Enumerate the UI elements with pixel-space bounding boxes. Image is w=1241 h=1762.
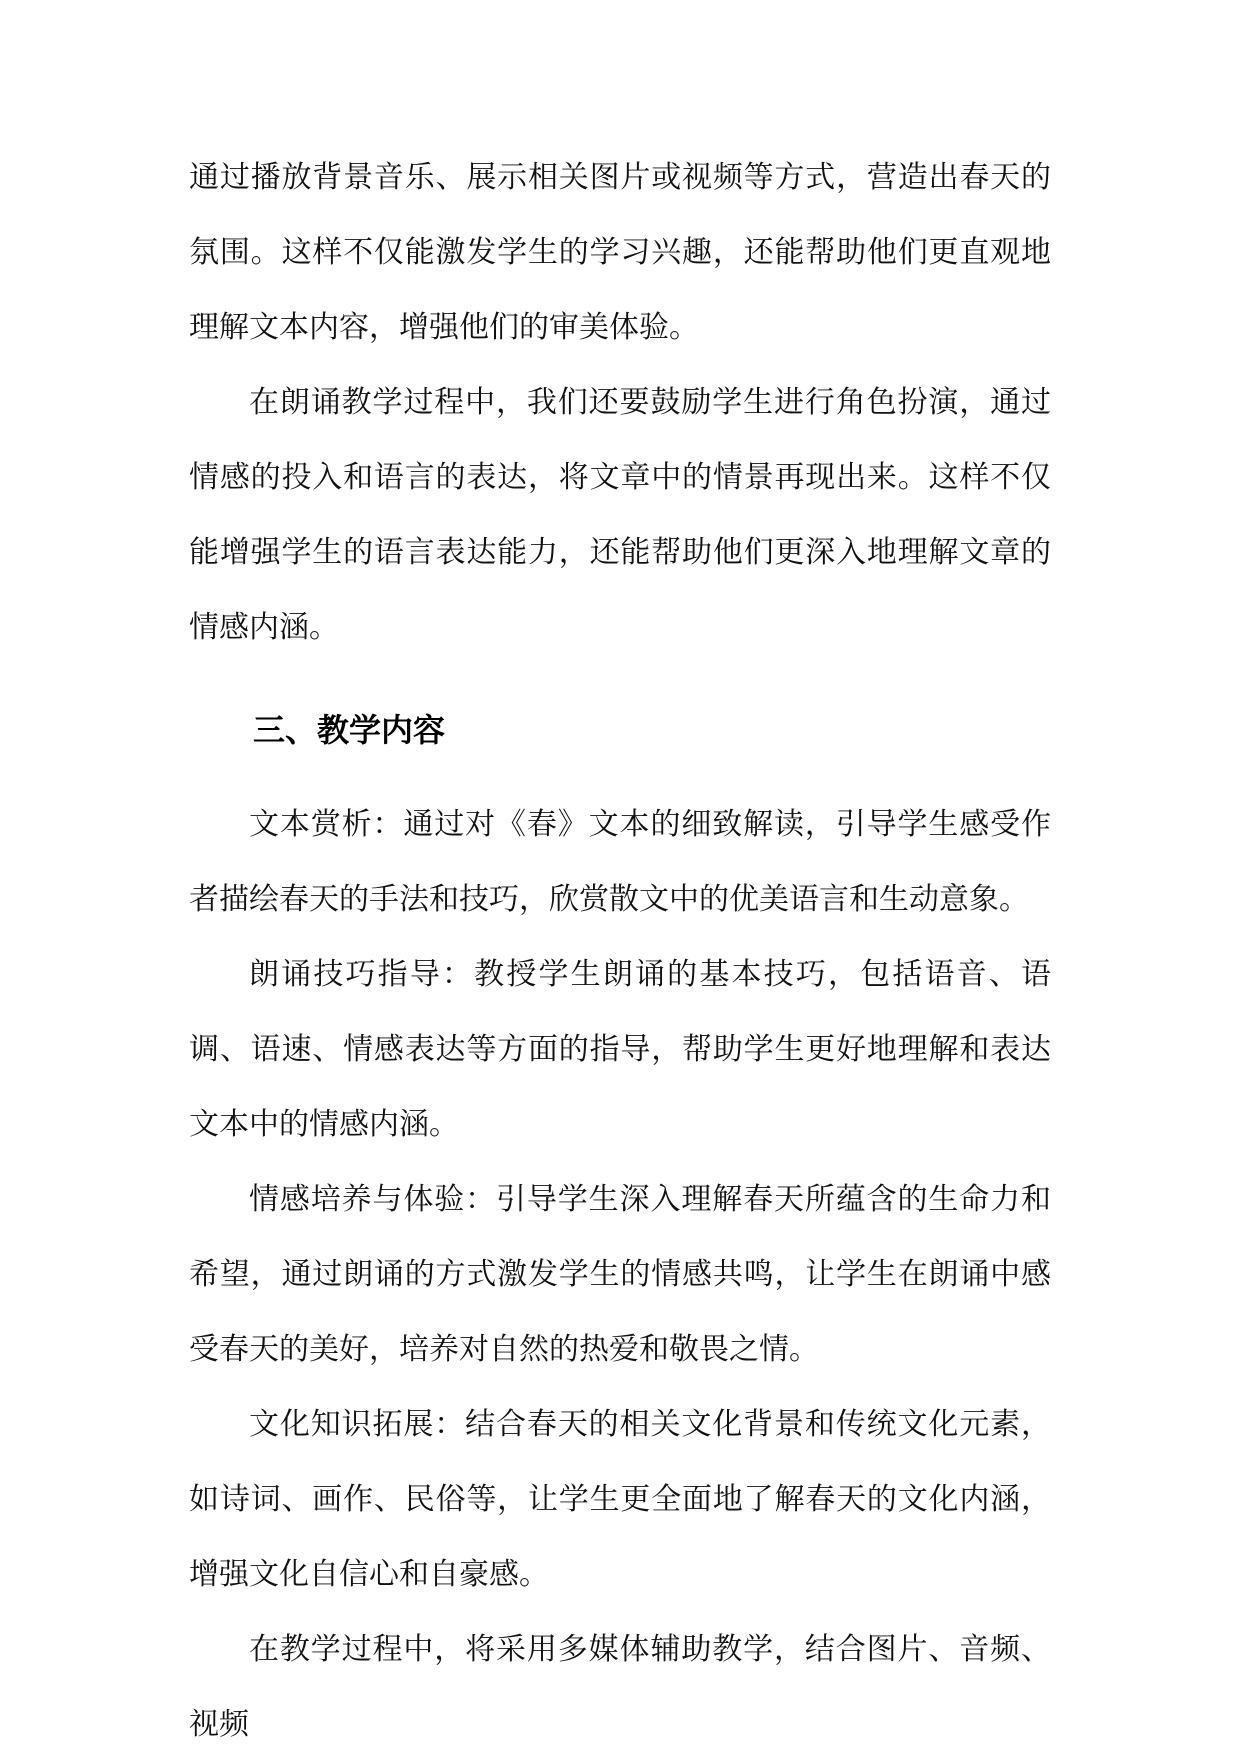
section-heading: 三、教学内容 bbox=[253, 711, 446, 749]
paragraph-emotion-cultivation: 情感培养与体验：引导学生深入理解春天所蕴含的生命力和希望，通过朗诵的方式激发学生的情感共鸣，让学生在朗诵中感受春天的美好，培养对自然的热爱和敬畏之情。 bbox=[189, 1182, 1051, 1367]
document-body bbox=[189, 140, 1051, 1762]
paragraph-recitation-skills: 朗诵技巧指导：教授学生朗诵的基本技巧，包括语音、语调、语速、情感表达等方面的指导，帮助学生更好地理解和表达文本中的情感内涵。 bbox=[189, 957, 1051, 1142]
paragraph-text-appreciation: 文本赏析：通过对《春》文本的细致解读，引导学生感受作者描绘春天的手法和技巧，欣赏散文中的优美语言和生动意象。 bbox=[189, 807, 1051, 917]
paragraph-cultural-knowledge: 文化知识拓展：结合春天的相关文化背景和传统文化元素，如诗词、画作、民俗等，让学生更全面地了解春天的文化内涵，增强文化自信心和自豪感。 bbox=[189, 1407, 1051, 1592]
paragraph-role-play: 在朗诵教学过程中，我们还要鼓励学生进行角色扮演，通过情感的投入和语言的表达，将文章中的情景再现出来。这样不仅能增强学生的语言表达能力，还能帮助他们更深入地理解文章的情感内涵。 bbox=[189, 385, 1051, 645]
paragraph-continuation: 通过播放背景音乐、展示相关图片或视频等方式，营造出春天的氛围。这样不仅能激发学生的学习兴趣，还能帮助他们更直观地理解文本内容，增强他们的审美体验。 bbox=[189, 160, 1051, 345]
paragraph-teaching-process: 在教学过程中，将采用多媒体辅助教学，结合图片、音频、视频 bbox=[189, 1632, 1051, 1742]
